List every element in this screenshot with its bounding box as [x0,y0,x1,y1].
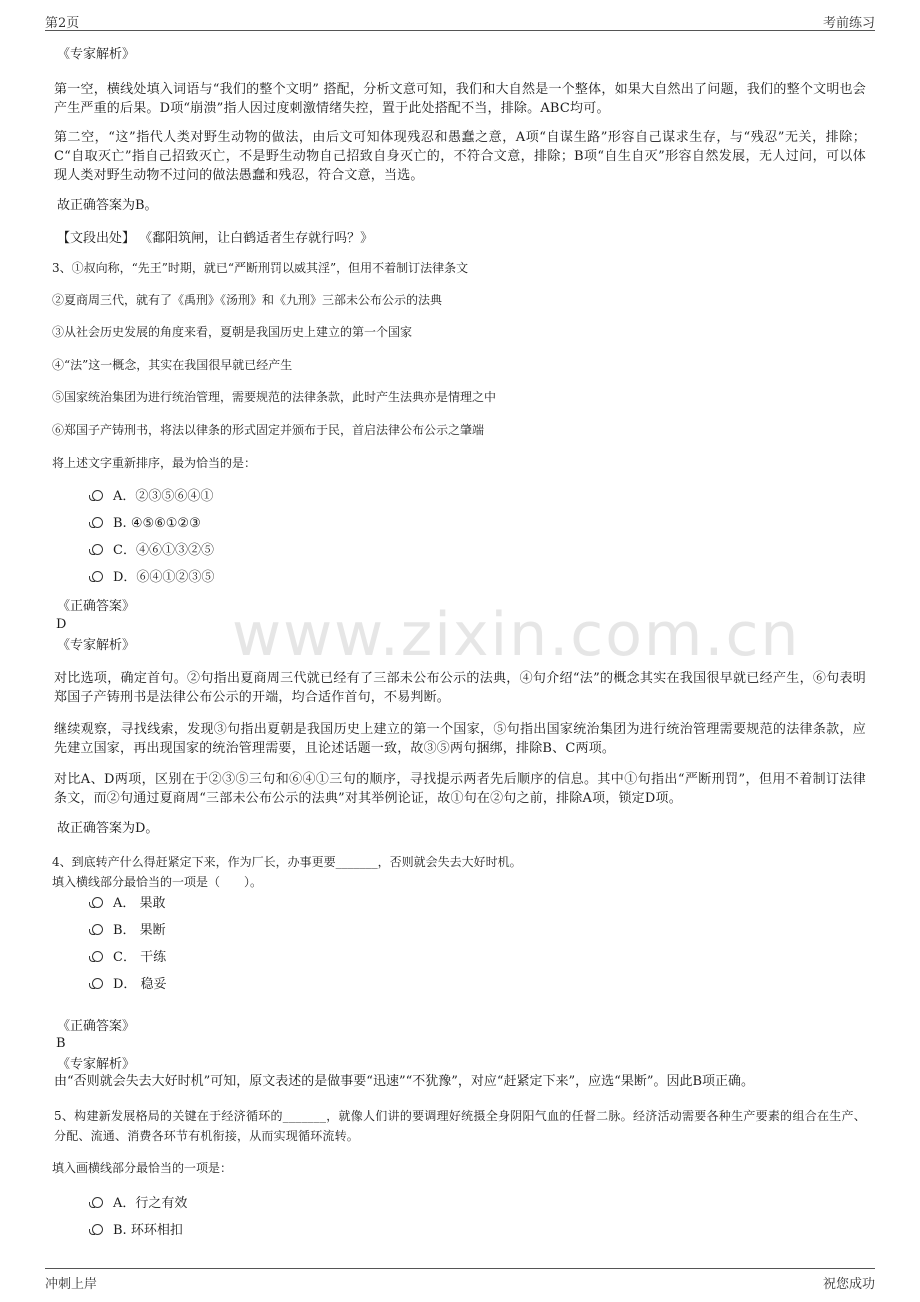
radio-icon[interactable] [92,1224,103,1235]
q4-analysis: 由“否则就会失去大好时机”可知，原文表述的是做事要“迅速”“不犹豫”，对应“赶紧定下来”，应选“果断”。因此B项正确。 [54,1074,755,1089]
option-label: A．行之有效 [113,1196,188,1211]
page-header [45,8,875,31]
radio-icon[interactable] [92,1197,103,1208]
q5-stem: 5、构建新发展格局的关键在于经济循环的_______，就像人们讲的要调理好统摄全身阴阳气血的任督二脉。经济活动需要各种生产要素的组合在生产、分配、流通、消费各环节有机衔接，从而实现循环流转。 [54,1109,866,1143]
q3-answer-label: 《正确答案》 [57,599,136,614]
option-label: D． 稳妥 [113,977,167,992]
option-label: A．②③⑤⑥④① [113,489,214,504]
q3-stem-line1: 3、①叔向称，“先王”时期，就已“严断刑罚以威其淫”，但用不着制订法律条文 [52,261,469,275]
radio-icon[interactable] [92,571,103,582]
option-label: C． 干练 [113,950,167,965]
option-label: C．④⑥①③②⑤ [113,543,214,558]
q3-option-b[interactable] [92,514,201,534]
q3-stem-line2: ②夏商周三代，就有了《禹刑》《汤刑》和《九刑》三部未公布公示的法典 [52,293,443,307]
q3-option-d[interactable] [92,568,214,588]
header-title: 考前练习 [822,16,875,31]
q2-source: 【文段出处】 《鄱阳筑闸，让白鹤适者生存就行吗？》 [57,231,374,246]
radio-icon[interactable] [92,924,103,935]
watermark: www.zixin.com.cn [232,600,801,670]
footer-left-text: 冲刺上岸 [45,1277,98,1292]
q2-analysis-label: 《专家解析》 [57,47,136,62]
q5-option-a[interactable] [92,1194,187,1214]
radio-icon[interactable] [92,490,103,501]
q3-analysis-para1: 对比选项，确定首句。②句指出夏商周三代就已经有了三部未公布公示的法典，④句介绍“法”的概念其实在我国很早就已经产生，⑥句表明郑国子产铸刑书是法律公布公示的开端，均合适作首句，不易判断。 [54,671,866,705]
footer-right-text: 祝您成功 [822,1277,875,1292]
q4-answer: B [56,1036,66,1051]
q3-option-c[interactable] [92,541,214,561]
q4-answer-label: 《正确答案》 [57,1019,136,1034]
page-footer [45,1268,875,1297]
radio-icon[interactable] [92,544,103,555]
q5-prompt: 填入画横线部分最恰当的一项是： [52,1161,233,1175]
option-label: D．⑥④①②③⑤ [113,570,215,585]
q4-option-d[interactable] [92,975,167,995]
q3-stem-line6: ⑥郑国子产铸刑书，将法以律条的形式固定并颁布于民，首启法律公布公示之肇端 [52,423,485,437]
q2-conclusion: 故正确答案为B。 [57,198,158,213]
q3-stem-line4: ④“法”这一概念，其实在我国很早就已经产生 [52,358,293,372]
option-label: B. ④⑤⑥①②③ [113,516,201,531]
q2-analysis-para1: 第一空，横线处填入词语与“我们的整个文明” 搭配，分析文意可知，我们和大自然是一个整体，如果大自然出了问题，我们的整个文明也会产生严重的后果。D项“崩溃”指人因过度刺激情绪失控，置于此处搭配不当，排除。ABC均可。 [54,82,866,116]
q3-conclusion: 故正确答案为D。 [57,821,159,836]
q4-option-c[interactable] [92,948,166,968]
q4-option-b[interactable] [92,921,166,941]
radio-icon[interactable] [92,517,103,528]
q3-answer: D [56,617,67,632]
q4-analysis-label: 《专家解析》 [57,1057,136,1072]
q5-option-b[interactable] [92,1221,183,1241]
radio-icon[interactable] [92,951,103,962]
q4-prompt: 填入横线部分最恰当的一项是（ ）。 [52,875,263,889]
radio-icon[interactable] [92,978,103,989]
q3-analysis-para3: 对比A、D两项，区别在于②③⑤三句和⑥④①三句的顺序，寻找提示两者先后顺序的信息。其中①句指出“严断刑罚”，但用不着制订法律条文，而②句通过夏商周“三部未公布公示的法典”对其举例论证，故①句在②句之前，排除A项，锁定D项。 [54,772,866,806]
q3-option-a[interactable] [92,487,213,507]
q3-stem-line5: ⑤国家统治集团为进行统治管理，需要规范的法律条款，此时产生法典亦是情理之中 [52,390,497,404]
q4-option-a[interactable] [92,894,166,914]
option-label: B． 果断 [113,923,166,938]
q3-stem-line3: ③从社会历史发展的角度来看，夏朝是我国历史上建立的第一个国家 [52,325,413,339]
q3-analysis-label: 《专家解析》 [57,638,136,653]
q3-prompt: 将上述文字重新排序，最为恰当的是： [52,456,257,470]
q4-stem: 4、到底转产什么得赶紧定下来，作为厂长，办事更要_______，否则就会失去大好时机。 [52,855,522,869]
q3-analysis-para2: 继续观察，寻找线索，发现③句指出夏朝是我国历史上建立的第一个国家，⑤句指出国家统治集团为进行统治管理需要规范的法律条款，应先建立国家，再出现国家的统治管理需要，且论述话题一致，故③⑤两句捆绑，排除B、C两项。 [54,722,866,756]
option-label: B. 环环相扣 [113,1223,183,1238]
page-number: 第2页 [45,16,80,31]
q2-analysis-para2: 第二空，“这”指代人类对野生动物的做法，由后文可知体现残忍和愚蠢之意，A项“自谋生路”形容自己谋求生存，与“残忍”无关，排除；C“自取灭亡”指自己招致灭亡，不是野生动物自己招致自身灭亡的，不符合文意，排除；B项“自生自灭”形容自然发展，无人过问，可以体现人类对野生动物不过问的做法愚蠢和残忍，符合文意，当选。 [54,130,866,183]
option-label: A． 果敢 [113,896,166,911]
radio-icon[interactable] [92,897,103,908]
